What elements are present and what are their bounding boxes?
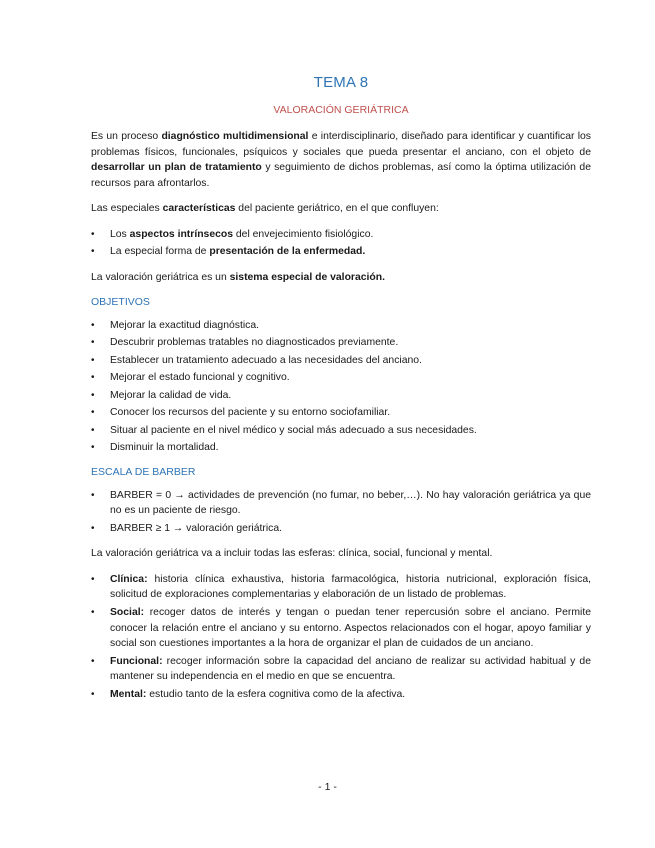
- text-run: Disminuir la mortalidad.: [110, 442, 219, 454]
- page-title: TEMA 8: [313, 74, 369, 91]
- text-run: Es un proceso: [91, 131, 162, 142]
- objectives-heading: OBJETIVOS: [91, 295, 150, 308]
- list-item: [91, 521, 591, 537]
- bold-text: Funcional:: [110, 655, 163, 667]
- system-line: [91, 270, 591, 286]
- list-item: [91, 572, 591, 603]
- spheres-list: [91, 572, 591, 702]
- text-run: Mejorar la calidad de vida.: [110, 389, 232, 401]
- bullet-icon: •: [91, 372, 95, 384]
- barber-list: [91, 488, 591, 537]
- text-run: Descubrir problemas tratables no diagnosticados previamente.: [110, 337, 399, 349]
- list-item: [91, 440, 591, 456]
- bullet-icon: •: [91, 424, 95, 436]
- text-run: y seguimiento de dichos problemas, así como la óptima utilización de recursos para afrontarlos.: [91, 162, 591, 189]
- text-run: BARBER ≥ 1 → valoración geriátrica.: [110, 522, 283, 534]
- barber-heading: ESCALA DE BARBER: [91, 465, 196, 478]
- list-item: [91, 423, 591, 439]
- text-run: del paciente geriátrico, en el que confluyen:: [235, 203, 439, 215]
- list-item: [91, 405, 591, 421]
- characteristics-list: [91, 227, 591, 260]
- bold-text: Social:: [110, 606, 145, 618]
- bold-text: Clínica:: [110, 573, 148, 585]
- text-run: estudio tanto de la esfera cognitiva como de la afectiva.: [146, 688, 406, 700]
- bold-text: Mental:: [110, 688, 147, 700]
- text-run: del envejecimiento fisiológico.: [233, 228, 374, 240]
- text-run: recoger información sobre la capacidad del anciano de realizar su actividad habitual y de mantener su independencia en el medio en que se encuentra.: [110, 655, 591, 683]
- list-item: [91, 318, 591, 334]
- text-run: BARBER = 0 → actividades de prevención (no fumar, no beber,…). No hay valoración geriátrica ya que no es un paciente de riesgo.: [110, 489, 591, 517]
- bullet-icon: •: [91, 655, 95, 667]
- bullet-icon: •: [91, 337, 95, 349]
- text-run: historia clínica exhaustiva, historia farmacológica, historia nutricional, exploración física, solicitud de exploraciones complementarias y elaboración de un listado de problemas.: [110, 573, 591, 601]
- bullet-icon: •: [91, 573, 95, 585]
- text-run: Conocer los recursos del paciente y su entorno sociofamiliar.: [110, 407, 391, 419]
- objectives-list: [91, 318, 591, 456]
- page-number: - 1 -: [318, 781, 337, 793]
- text-run: La valoración geriátrica va a incluir todas las esferas: clínica, social, funcional y mental.: [91, 548, 493, 560]
- text-run: Mejorar la exactitud diagnóstica.: [110, 319, 260, 331]
- text-run: e interdisciplinario, diseñado para identificar y cuantificar los problemas físicos, funcionales, psíquicos y sociales que pueda presentar el anciano, con el objeto de: [91, 131, 591, 158]
- bold-text: aspectos intrínsecos: [129, 228, 234, 240]
- characteristics-intro: [91, 201, 591, 217]
- bold-text: presentación de la enfermedad.: [209, 246, 366, 258]
- list-item: [91, 488, 591, 519]
- bold-text: diagnóstico multidimensional: [161, 131, 309, 142]
- bullet-icon: •: [91, 246, 95, 258]
- text-run: Establecer un tratamiento adecuado a las necesidades del anciano.: [110, 354, 422, 366]
- text-run: recoger datos de interés y tengan o puedan tener repercusión sobre el anciano. Permite conocer la relación entre el anciano y su entorno. Aspectos relacionados con el hogar, apoyo familiar y social son cuestiones importantes a la hora de organizar el plan de cuidados de un anciano.: [110, 606, 591, 650]
- list-item: [91, 605, 591, 652]
- page-subtitle: VALORACIÓN GERIÁTRICA: [273, 104, 409, 116]
- bullet-icon: •: [91, 606, 95, 618]
- bold-text: desarrollar un plan de tratamiento: [91, 162, 262, 174]
- bullet-icon: •: [91, 389, 95, 401]
- list-item: [91, 353, 591, 369]
- text-run: Mejorar el estado funcional y cognitivo.: [110, 372, 290, 384]
- bullet-icon: •: [91, 354, 95, 366]
- list-item: [91, 227, 591, 243]
- text-run: Los: [110, 228, 130, 240]
- bullet-icon: •: [91, 319, 95, 331]
- bullet-icon: •: [91, 407, 95, 419]
- list-item: [91, 244, 591, 260]
- bullet-icon: •: [91, 489, 95, 501]
- bullet-icon: •: [91, 442, 95, 454]
- text-run: Las especiales: [91, 203, 163, 215]
- text-run: Situar al paciente en el nivel médico y social más adecuado a sus necesidades.: [110, 424, 477, 436]
- list-item: [91, 388, 591, 404]
- bold-text: características: [162, 203, 236, 215]
- list-item: [91, 370, 591, 386]
- bullet-icon: •: [91, 688, 95, 700]
- intro-paragraph: [91, 129, 591, 191]
- bullet-icon: •: [91, 228, 95, 240]
- text-run: La valoración geriátrica es un: [91, 272, 230, 284]
- list-item: [91, 654, 591, 685]
- list-item: [91, 335, 591, 351]
- spheres-intro: [91, 546, 591, 562]
- bold-text: sistema especial de valoración.: [229, 272, 385, 284]
- text-run: La especial forma de: [110, 246, 210, 258]
- list-item: [91, 687, 591, 703]
- bullet-icon: •: [91, 522, 95, 534]
